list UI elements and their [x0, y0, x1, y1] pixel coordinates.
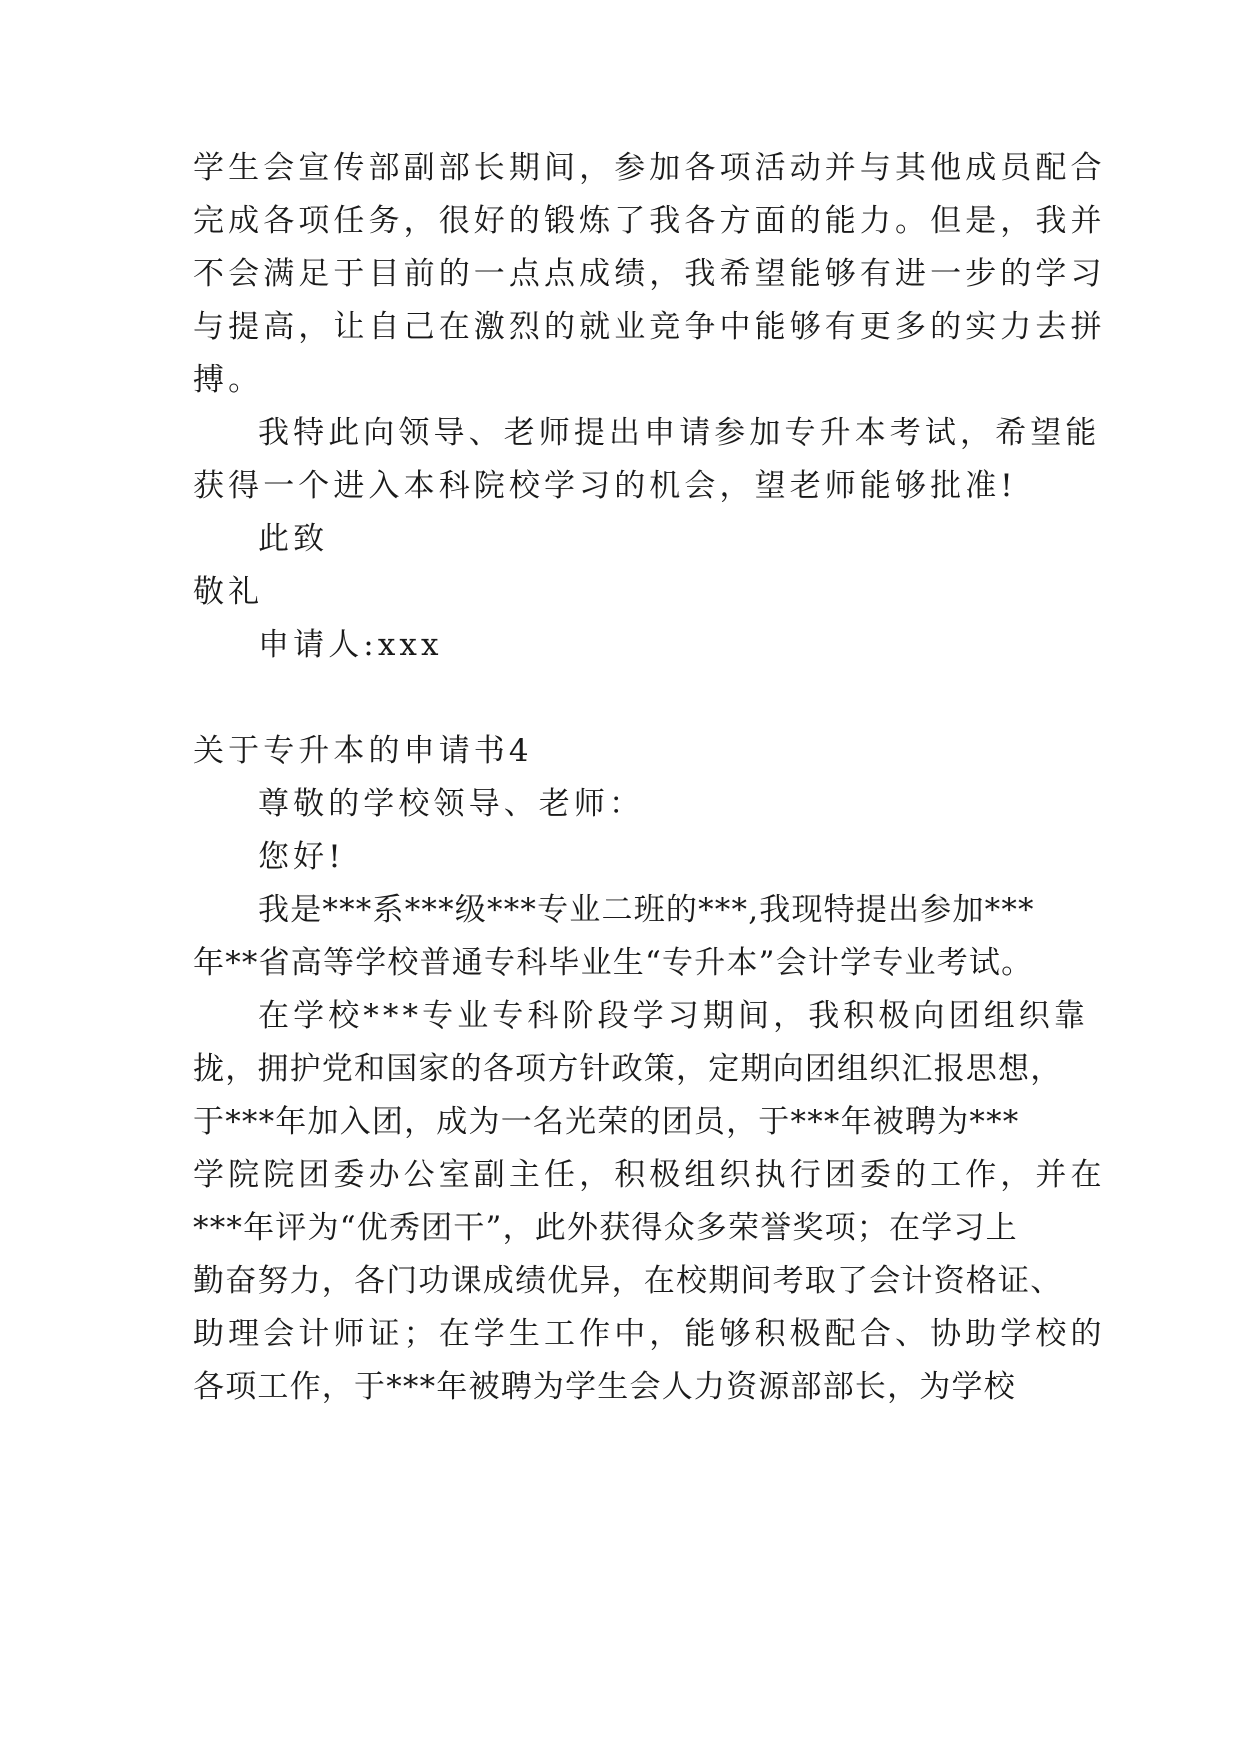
paragraph-line: 搏。	[193, 362, 264, 398]
paragraph-line: 不会满足于目前的一点点成绩，我希望能够有进一步的学习	[193, 256, 1106, 292]
paragraph-line: 我是***系***级***专业二班的***,我现特提出参加***	[258, 892, 1035, 928]
paragraph-line: 各项工作，于***年被聘为学生会人力资源部部长，为学校	[193, 1369, 1016, 1405]
paragraph-line: 完成各项任务，很好的锻炼了我各方面的能力。但是，我并	[193, 203, 1106, 239]
paragraph-line: 学院院团委办公室副主任，积极组织执行团委的工作，并在	[193, 1157, 1106, 1193]
paragraph-line: 年**省高等学校普通专科毕业生“专升本”会计学专业考试。	[193, 945, 1034, 981]
applicant-signature: 申请人:xxx	[258, 627, 443, 663]
letter-greeting: 您好!	[258, 839, 345, 875]
closing-jingli: 敬礼	[193, 574, 264, 610]
paragraph-line: 勤奋努力，各门功课成绩优异，在校期间考取了会计资格证、	[193, 1263, 1063, 1299]
paragraph-line: ***年评为“优秀团干”，此外获得众多荣誉奖项；在学习上	[193, 1210, 1018, 1246]
letter-salutation: 尊敬的学校领导、老师：	[258, 786, 645, 822]
paragraph-line: 拢，拥护党和国家的各项方针政策，定期向团组织汇报思想，	[193, 1051, 1063, 1087]
paragraph-line: 获得一个进入本科院校学习的机会，望老师能够批准!	[193, 468, 1017, 504]
paragraph-line: 助理会计师证；在学生工作中，能够积极配合、协助学校的	[193, 1316, 1106, 1352]
letter-title: 关于专升本的申请书4	[193, 733, 533, 769]
paragraph-line: 在学校***专业专科阶段学习期间，我积极向团组织靠	[258, 998, 1089, 1034]
paragraph-line: 与提高，让自己在激烈的就业竞争中能够有更多的实力去拼	[193, 309, 1106, 345]
paragraph-line: 我特此向领导、老师提出申请参加专升本考试，希望能	[258, 415, 1101, 451]
paragraph-line: 于***年加入团，成为一名光荣的团员，于***年被聘为***	[193, 1104, 1020, 1140]
paragraph-line: 学生会宣传部副部长期间，参加各项活动并与其他成员配合	[193, 150, 1106, 186]
closing-cizhi: 此致	[258, 521, 329, 557]
